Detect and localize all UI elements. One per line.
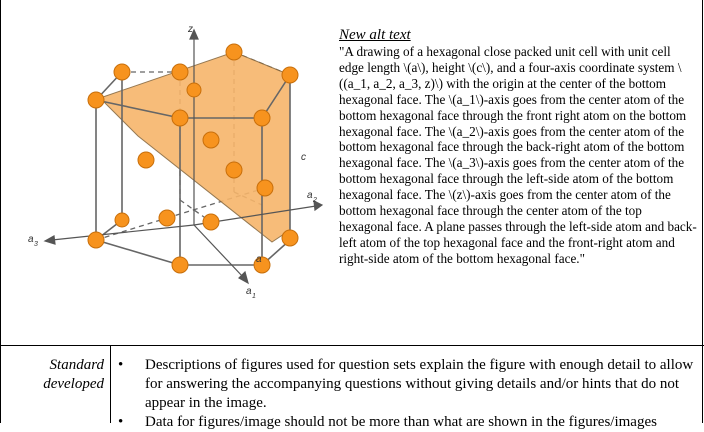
label-z: z [188,24,193,35]
label-a3: a [28,234,34,245]
atom-bottom-back-left [159,210,175,226]
label-a2-sub: 2 [313,197,317,204]
atom-top-front-left [172,110,188,126]
label-c: c [301,152,306,163]
atom-bottom-left [88,232,104,248]
atom-bottom-center-2 [115,213,129,227]
atom-bottom-front-left [172,257,188,273]
alt-text-body: "A drawing of a hexagonal close packed unit cell with unit cell edge length \(a\), height \(c\), and a four-axis coordinate system \((a_1, a_2, a_3, z)\) with the origin at the center of the bottom hexagonal face. The \(a_1\)-axis goes from the center atom of the bottom hexagonal face through the front right atom on the bottom hexagonal face. The \(a_2\)-axis goes from the center atom of the bottom hexagonal face through the back-right atom of the bottom hexagonal face. The \(a_3\)-axis goes from the center atom of the bottom hexagonal face through the left-side atom of the bottom hexagonal face. The \(z\)-axis goes from the center atom of the bottom hexagonal face through the center atom of the top hexagonal face. A plane passes through the left-side atom and back-left atom of the top hexagonal face and the front-right atom and right-side atom of the bottom hexagonal face." [339,44,697,266]
label-a2: a [307,190,313,201]
table-column-divider [110,346,111,423]
atom-top-center [187,83,201,97]
atom-top-left [88,92,104,108]
atom-top-front-right [254,110,270,126]
atom-top-back-left [114,64,130,80]
standard-label: Standard developed [43,357,104,392]
atom-mid-3 [226,162,242,178]
standard-bullet-list [118,356,696,432]
hcp-unit-cell-figure [22,20,332,320]
bullet-text: Data for figures/image should not be more than what are shown in the figures/images [145,414,657,430]
atom-top-back-center [172,64,188,80]
atom-mid-1 [138,152,154,168]
atom-top-back-right [226,44,242,60]
bullet-icon: • [118,357,124,373]
label-a3-sub: 3 [34,241,38,248]
atom-top-right [282,67,298,83]
atom-mid-2 [203,132,219,148]
atom-bottom-center [203,214,219,230]
list-item [118,356,696,413]
atom-bottom-back-right [257,180,273,196]
atom-bottom-right [282,230,298,246]
table-row-divider [0,345,704,346]
bullet-icon: • [118,414,124,430]
label-a1-sub: 1 [252,293,256,300]
table-border-left [0,0,1,423]
table-border-right [702,0,703,423]
alt-text-heading: New alt text [339,27,411,43]
label-a: a [256,254,262,265]
bullet-text: Descriptions of figures used for question sets explain the figure with enough detail to allow for answering the accompanying questions without giving details and/or hints that do not appear in the image. [145,357,694,411]
label-a1: a [246,286,252,297]
